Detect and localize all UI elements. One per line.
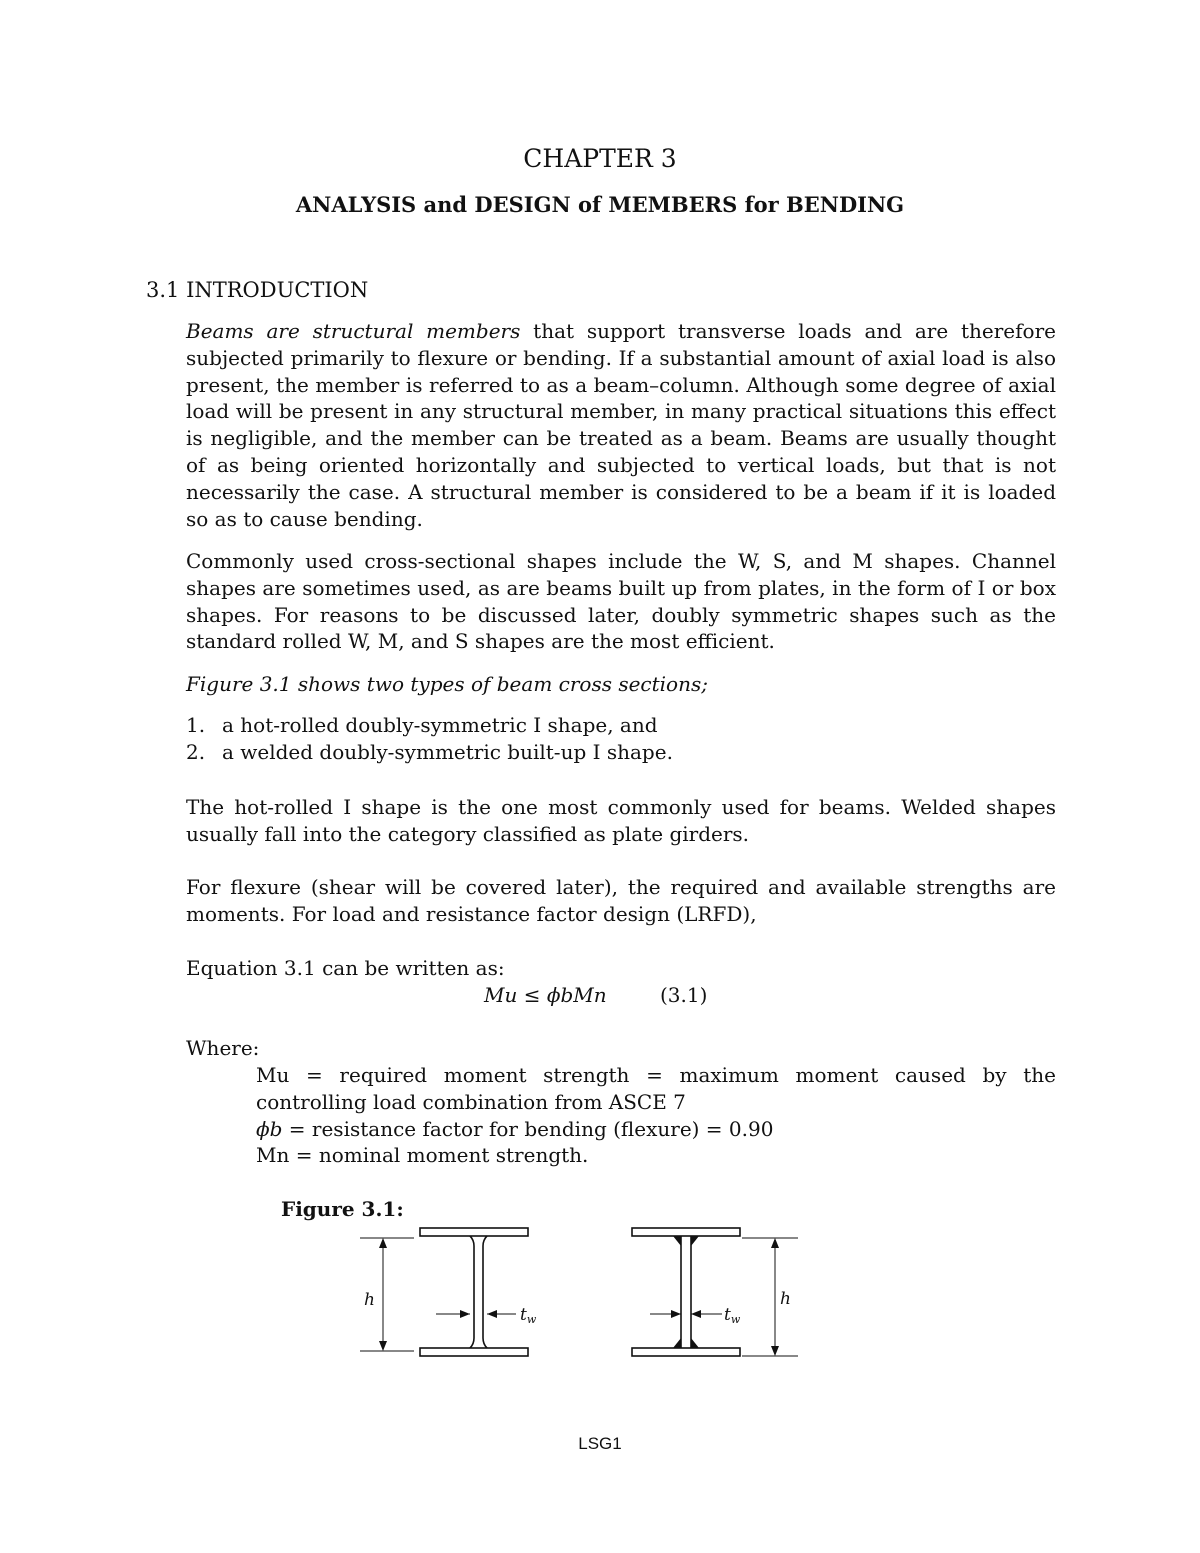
- right-h-label: h: [780, 1289, 791, 1309]
- cross-section-list: [186, 712, 1056, 766]
- arrowhead-icon: [379, 1341, 387, 1351]
- left-t-label: t: [520, 1305, 527, 1325]
- paragraph-equation-intro: Equation 3.1 can be written as:: [186, 956, 505, 980]
- weld-icon: [673, 1236, 681, 1246]
- arrowhead-icon: [460, 1310, 470, 1318]
- list-item-number: 1.: [186, 713, 206, 737]
- paragraph-shapes: Commonly used cross-sectional shapes include the W, S, and M shapes. Channel shapes are sometimes used, as are beams built up from plates, in the form of I or box shapes. For reasons to be discussed later, doubly symmetric shapes such as the standard rolled W, M, and S shapes are the most efficient.: [186, 549, 1056, 654]
- weld-icon: [673, 1338, 681, 1348]
- equation-number: (3.1): [660, 983, 708, 1007]
- definition-phi-b-text: = resistance factor for bending (flexure) = 0.90: [288, 1116, 774, 1141]
- list-item-text: a hot-rolled doubly-symmetric I shape, and: [222, 713, 658, 737]
- right-w-subscript: w: [730, 1313, 741, 1326]
- phi-b-symbol: ϕb: [256, 1116, 283, 1141]
- arrowhead-icon: [671, 1310, 681, 1318]
- arrowhead-icon: [487, 1310, 497, 1318]
- hot-rolled-i-shape: [420, 1228, 528, 1356]
- list-item: [186, 712, 1056, 739]
- paragraph-intro: [186, 318, 1056, 532]
- chapter-subtitle: ANALYSIS and DESIGN of MEMBERS for BENDING: [295, 192, 905, 217]
- paragraph-intro-rest: that support transverse loads and are therefore subjected primarily to flexure or bending. If a substantial amount of axial load is also present, the member is referred to as a beam–column. Although some degree of axial load will be present in any structural member, in many practical situations this effect is negligible, and the member can be treated as a beam. Beams are usually thought of as being oriented horizontally and subjected to vertical loads, but that is not necessarily the case. A structural member is considered to be a beam if it is loaded so as to cause bending.: [186, 319, 1056, 531]
- list-item-number: 2.: [186, 739, 206, 764]
- arrowhead-icon: [771, 1346, 779, 1356]
- left-tw-label: [520, 1305, 537, 1326]
- right-tw-label: [724, 1305, 741, 1326]
- right-t-label: t: [724, 1305, 731, 1325]
- welded-i-shape: [632, 1228, 740, 1356]
- list-item-text: a welded doubly-symmetric built-up I shape.: [222, 739, 673, 764]
- definitions-list: [256, 1062, 1056, 1169]
- arrowhead-icon: [691, 1310, 701, 1318]
- equation: Mu ≤ ϕbMn: [484, 983, 607, 1007]
- left-w-subscript: w: [526, 1313, 537, 1326]
- arrowhead-icon: [379, 1238, 387, 1248]
- section-heading: 3.1 INTRODUCTION: [146, 278, 369, 302]
- definition-mu: Mu = required moment strength = maximum moment caused by the controlling load combination from ASCE 7: [256, 1063, 1056, 1114]
- page-footer: LSG1: [578, 1434, 622, 1453]
- paragraph-figure-intro: Figure 3.1 shows two types of beam cross sections;: [186, 672, 708, 696]
- list-item: [186, 739, 1056, 766]
- figure-caption: Figure 3.1:: [281, 1197, 404, 1221]
- where-label: Where:: [186, 1036, 260, 1060]
- weld-icon: [691, 1338, 699, 1348]
- arrowhead-icon: [771, 1238, 779, 1248]
- paragraph-flexure: For flexure (shear will be covered later), the required and available strengths are moments. For load and resistance factor design (LRFD),: [186, 875, 1056, 926]
- chapter-title: CHAPTER 3: [523, 144, 677, 173]
- weld-icon: [691, 1236, 699, 1246]
- paragraph-hot-rolled: The hot-rolled I shape is the one most commonly used for beams. Welded shapes usually fall into the category classified as plate girders.: [186, 795, 1056, 846]
- left-h-label: h: [364, 1290, 375, 1310]
- paragraph-intro-lead: Beams are structural members: [186, 319, 521, 343]
- figure-ibeams: [350, 1222, 810, 1372]
- equation-row: [484, 982, 707, 1009]
- definition-mn: Mn = nominal moment strength.: [256, 1143, 589, 1168]
- definition-phi-b: [256, 1116, 1056, 1143]
